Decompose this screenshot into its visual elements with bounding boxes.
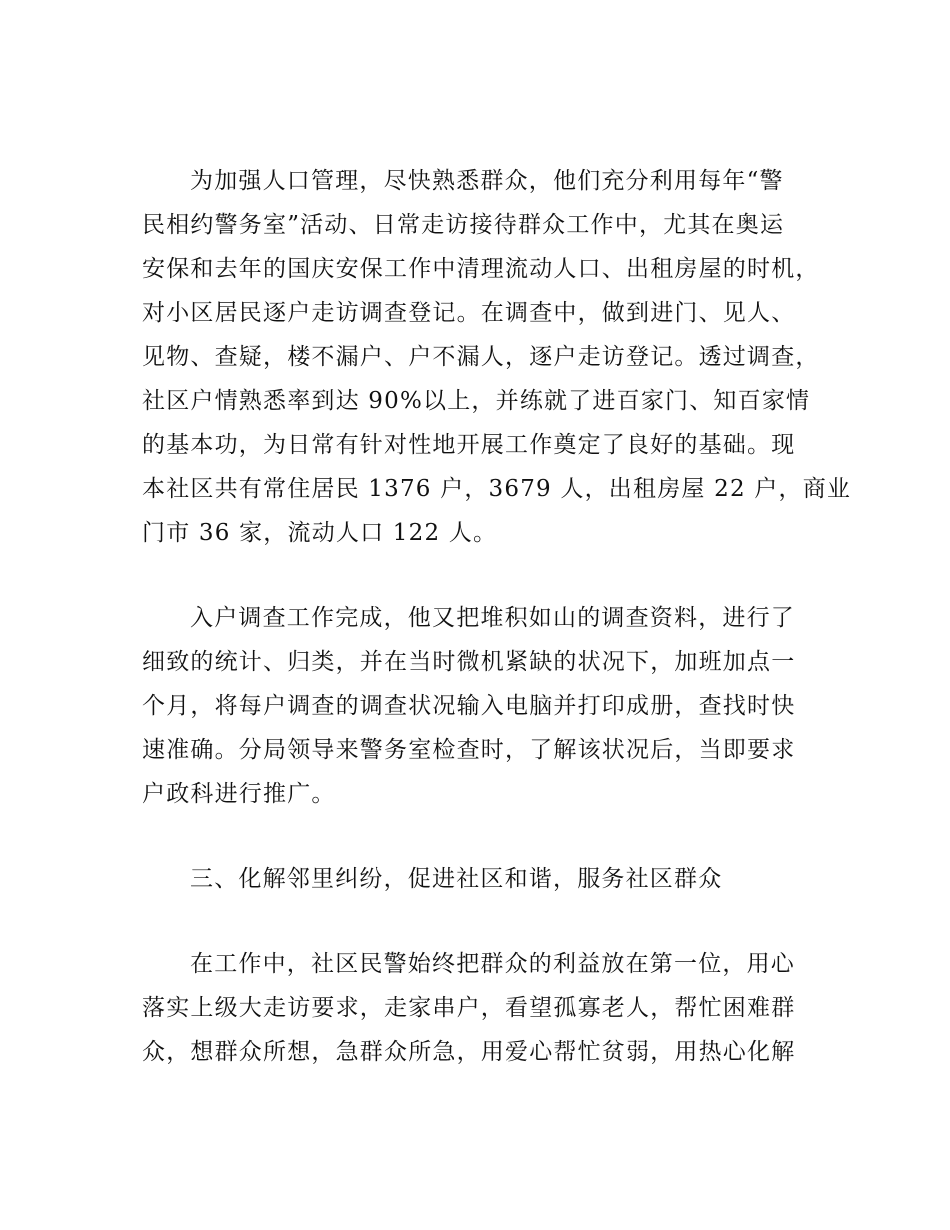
paragraph-line: 门市 36 家，流动人口 122 人。 [142, 520, 498, 546]
paragraph-line: 对小区居民逐户走访调查登记。在调查中，做到进门、见人、 [142, 300, 796, 326]
paragraph-line: 民相约警务室”活动、日常走访接待群众工作中，尤其在奥运 [142, 212, 785, 238]
paragraph-line: 户政科进行推广。 [142, 781, 336, 807]
paragraph-line: 见物、查疑，楼不漏户、户不漏人，逐户走访登记。透过调查， [142, 344, 820, 370]
paragraph-line: 在工作中，社区民警始终把群众的利益放在第一位，用心 [190, 951, 795, 977]
paragraph-line: 社区户情熟悉率到达 90%以上，并练就了进百家门、知百家情 [142, 388, 811, 414]
paragraph-line: 细致的统计、归类，并在当时微机紧缺的状况下，加班加点一 [142, 649, 796, 675]
paragraph-line: 速准确。分局领导来警务室检查时，了解该状况后，当即要求 [142, 737, 796, 763]
paragraph-line: 众，想群众所想，急群众所急，用爱心帮忙贫弱，用热心化解 [142, 1039, 796, 1065]
paragraph-line: 入户调查工作完成，他又把堆积如山的调查资料，进行了 [190, 605, 795, 631]
paragraph-line: 本社区共有常住居民 1376 户，3679 人，出租房屋 22 户，商业 [142, 476, 852, 502]
paragraph-line: 为加强人口管理，尽快熟悉群众，他们充分利用每年“警 [190, 168, 784, 194]
paragraph-line: 落实上级大走访要求，走家串户，看望孤寡老人，帮忙困难群 [142, 995, 796, 1021]
paragraph-line: 的基本功，为日常有针对性地开展工作奠定了良好的基础。现 [142, 432, 796, 458]
paragraph-line: 安保和去年的国庆安保工作中清理流动人口、出租房屋的时机， [142, 256, 820, 282]
section-heading-text: 三、化解邻里纠纷，促进社区和谐，服务社区群众 [190, 866, 723, 892]
paragraph-line: 个月，将每户调查的调查状况输入电脑并打印成册，查找时快 [142, 693, 796, 719]
